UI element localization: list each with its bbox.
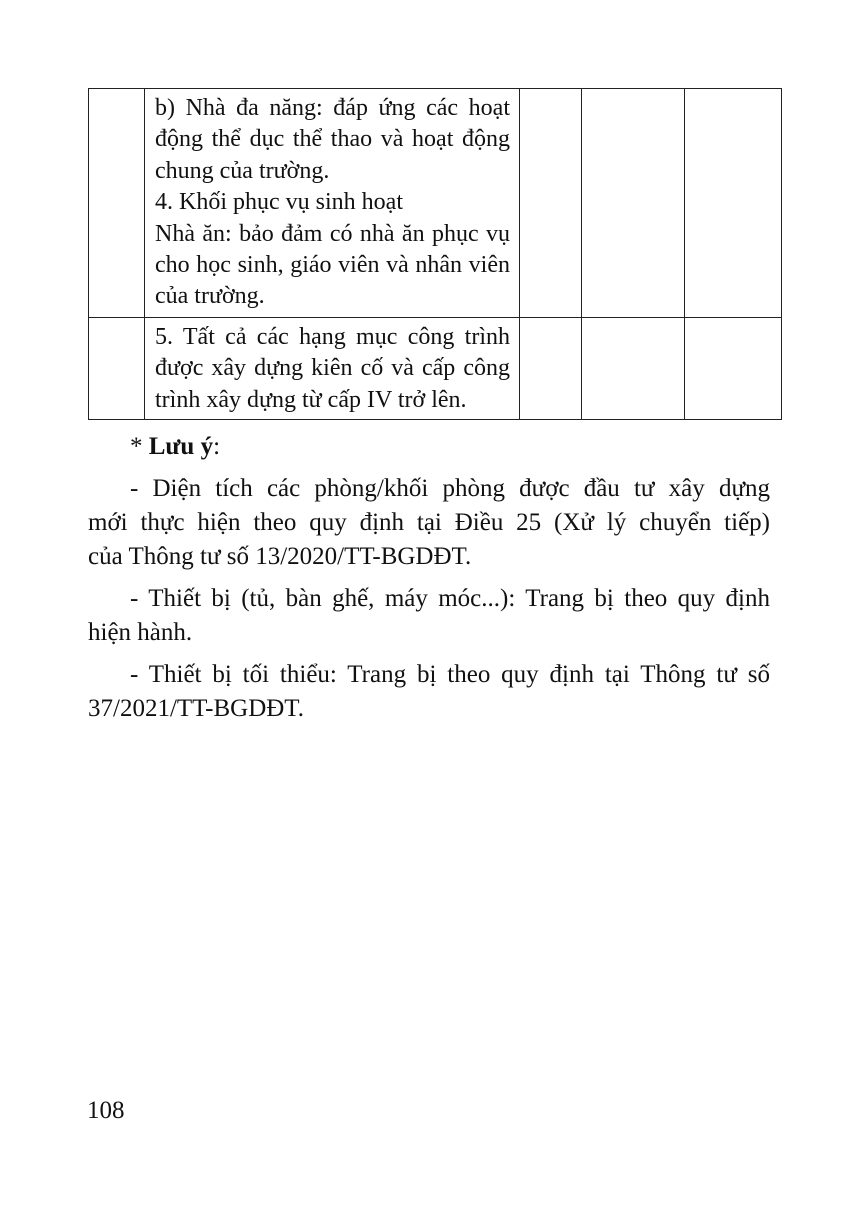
requirements-table bbox=[88, 88, 782, 420]
note-line: hiện hành. bbox=[88, 619, 193, 646]
notes-section bbox=[88, 430, 770, 734]
note-item bbox=[88, 658, 770, 726]
cell-line: 5. Tất cả các hạng mục công trình bbox=[155, 324, 510, 350]
note-item bbox=[88, 472, 770, 574]
cell-line: b) Nhà đa năng: đáp ứng các hoạt bbox=[155, 95, 510, 121]
table-cell-empty bbox=[520, 89, 582, 318]
notes-heading-suffix: : bbox=[213, 433, 221, 460]
notes-heading-label: Lưu ý bbox=[148, 433, 214, 460]
table-row bbox=[89, 89, 782, 318]
note-line: mới thực hiện theo quy định tại Điều 25 (Xử lý chuyển tiếp) bbox=[88, 509, 770, 536]
cell-line: trình xây dựng từ cấp IV trở lên. bbox=[155, 386, 467, 413]
table-cell-empty bbox=[685, 318, 782, 420]
cell-line: được xây dựng kiên cố và cấp công bbox=[155, 355, 510, 382]
table-cell-number bbox=[89, 89, 145, 318]
note-line: - Diện tích các phòng/khối phòng được đầu tư xây dựng bbox=[130, 475, 770, 502]
notes-heading bbox=[88, 430, 770, 464]
note-line: 37/2021/TT-BGDĐT. bbox=[88, 695, 304, 722]
table-cell-content bbox=[145, 89, 520, 318]
cell-line: của trường. bbox=[155, 283, 265, 310]
table-cell-empty bbox=[582, 89, 685, 318]
page-number: 108 bbox=[87, 1097, 125, 1124]
table-row bbox=[89, 318, 782, 420]
note-line: - Thiết bị tối thiểu: Trang bị theo quy định tại Thông tư số bbox=[130, 661, 770, 688]
notes-heading-prefix: * bbox=[130, 433, 149, 460]
table-cell-content bbox=[145, 318, 520, 420]
note-line: - Thiết bị (tủ, bàn ghế, máy móc...): Trang bị theo quy định bbox=[130, 585, 770, 612]
note-line: của Thông tư số 13/2020/TT-BGDĐT. bbox=[88, 543, 472, 570]
cell-line: động thể dục thể thao và hoạt động bbox=[155, 126, 510, 153]
cell-line: Nhà ăn: bảo đảm có nhà ăn phục vụ bbox=[155, 220, 510, 247]
table-cell-empty bbox=[685, 89, 782, 318]
cell-line: 4. Khối phục vụ sinh hoạt bbox=[155, 189, 403, 216]
cell-line: chung của trường. bbox=[155, 157, 330, 184]
table-cell-empty bbox=[582, 318, 685, 420]
table-cell-number bbox=[89, 318, 145, 420]
note-item bbox=[88, 582, 770, 650]
table-cell-empty bbox=[520, 318, 582, 420]
cell-line: cho học sinh, giáo viên và nhân viên bbox=[155, 252, 510, 279]
